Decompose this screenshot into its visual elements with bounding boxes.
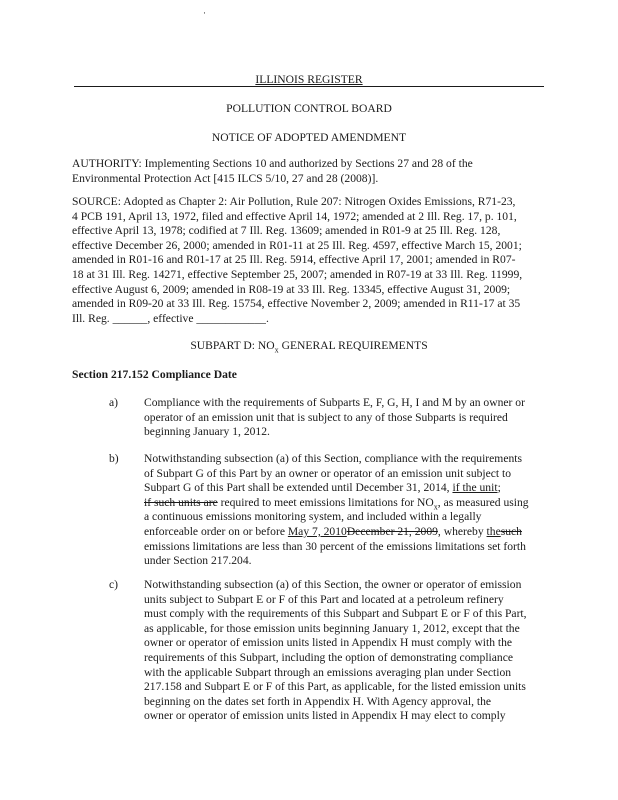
item-b-line: if such units are required to meet emissions limitations for $NO_x$, as measured using [144, 495, 529, 512]
inserted-text: if the unit [452, 481, 498, 495]
authority-line: AUTHORITY: Implementing Sections 10 and authorized by Sections 27 and 28 of the [72, 157, 473, 170]
authority-line: Environmental Protection Act [415 ILCS 5/10, 27 and 28 (2008)]. [72, 171, 379, 185]
section-title: Section 217.152 Compliance Date [72, 368, 237, 381]
source-line: amended in R09-20 at 33 Ill. Reg. 15754, effective November 2, 2009; amended in R11-17 at 35 [72, 297, 521, 311]
source-line: effective April 13, 1978; codified at 7 Ill. Reg. 13609; amended in R01-9 at 25 Ill. Reg. 128, [72, 224, 501, 238]
notice-title: NOTICE OF ADOPTED AMENDMENT [211, 131, 407, 144]
source-line: SOURCE: Adopted as Chapter 2: Air Pollution, Rule 207: Nitrogen Oxides Emissions, R71-23, [72, 195, 516, 208]
item-c-body [144, 578, 548, 724]
item-a-body [144, 396, 548, 440]
deleted-text: such [500, 524, 522, 538]
source-line: effective August 6, 2009; amended in R08-19 at 33 Ill. Reg. 13345, effective August 31, 2009; [72, 282, 511, 296]
item-c-line: owner or operator of emission units listed in Appendix H may elect to comply [144, 709, 506, 723]
source-line: effective December 26, 2000; amended in R01-11 at 25 Ill. Reg. 4597, effective March 15, 2001; [72, 238, 522, 252]
subpart-heading: SUBPART D: $NO_x$ GENERAL REQUIREMENTS [190, 339, 428, 355]
item-c-letter: c) [109, 578, 119, 591]
item-c-line: units subject to Subpart E or F of this Part and located at a petroleum refinery [144, 592, 504, 606]
item-b-letter: b) [109, 452, 119, 465]
inserted-text: the [486, 524, 501, 538]
item-b-line: of Subpart G of this Part by an owner or operator of an emission unit subject to [144, 466, 512, 480]
source-line: amended in R01-16 and R01-17 at 25 Ill. Reg. 5914, effective April 17, 2001; amended in R07- [72, 253, 516, 267]
item-a-line: beginning January 1, 2012. [144, 425, 270, 439]
scan-mark: · [203, 8, 206, 18]
item-a-line: Compliance with the requirements of Subparts E, F, G, H, I and M by an owner or [144, 396, 525, 409]
item-b-line: enforceable order on or before May 7, 2010December 21, 2009, whereby thesuch [144, 524, 522, 538]
authority-paragraph [72, 157, 550, 186]
item-b-body [144, 452, 548, 569]
item-b-line: under Section 217.204. [144, 554, 252, 568]
source-line: 18 at 31 Ill. Reg. 14271, effective September 25, 2007; amended in R07-19 at 33 Ill. Reg. 11999, [72, 267, 523, 281]
item-a-letter: a) [109, 396, 119, 409]
board-title: POLLUTION CONTROL BOARD [226, 102, 392, 115]
item-c-line: requirements of this Subpart, including the option of demonstrating compliance [144, 650, 513, 664]
item-c-line: 217.158 and Subpart E or F of this Part, as applicable, for the listed emission units [144, 680, 526, 694]
item-b-line: Subpart G of this Part shall be extended until December 31, 2014, if the unit; [144, 481, 501, 495]
item-c-line: must comply with the requirements of this Subpart and Subpart E or F of this Part, [144, 607, 527, 621]
item-c-line: with the applicable Subpart through an emissions averaging plan under Section [144, 665, 512, 679]
item-c-line: as applicable, for those emission units beginning January 1, 2012, except that the [144, 621, 520, 635]
deleted-text: if such units are [144, 495, 218, 509]
item-a-line: operator of an emission unit that is subject to any of those Subparts is required [144, 410, 508, 424]
item-b-line: Notwithstanding subsection (a) of this Section, compliance with the requirements [144, 452, 523, 465]
item-c-line: Notwithstanding subsection (a) of this Section, the owner or operator of emission [144, 578, 522, 591]
source-line: Ill. Reg. ______, effective ____________. [72, 311, 269, 325]
source-line: 4 PCB 191, April 13, 1972, filed and effective April 14, 1972; amended at 2 Ill. Reg. 17, p. 101, [72, 209, 517, 223]
item-c-line: beginning on the dates set forth in Appendix H. With Agency approval, the [144, 694, 492, 708]
inserted-text: May 7, 2010 [287, 524, 347, 538]
item-b-line: a continuous emissions monitoring system, and included within a legally [144, 510, 482, 524]
source-paragraph [72, 195, 550, 326]
item-c-line: owner or operator of emission units listed in Appendix H must comply with the [144, 636, 513, 650]
register-title: ILLINOIS REGISTER [255, 73, 363, 86]
deleted-text: December 21, 2009 [346, 524, 438, 538]
item-b-line: emissions limitations are less than 30 percent of the emissions limitations set forth [144, 539, 526, 553]
